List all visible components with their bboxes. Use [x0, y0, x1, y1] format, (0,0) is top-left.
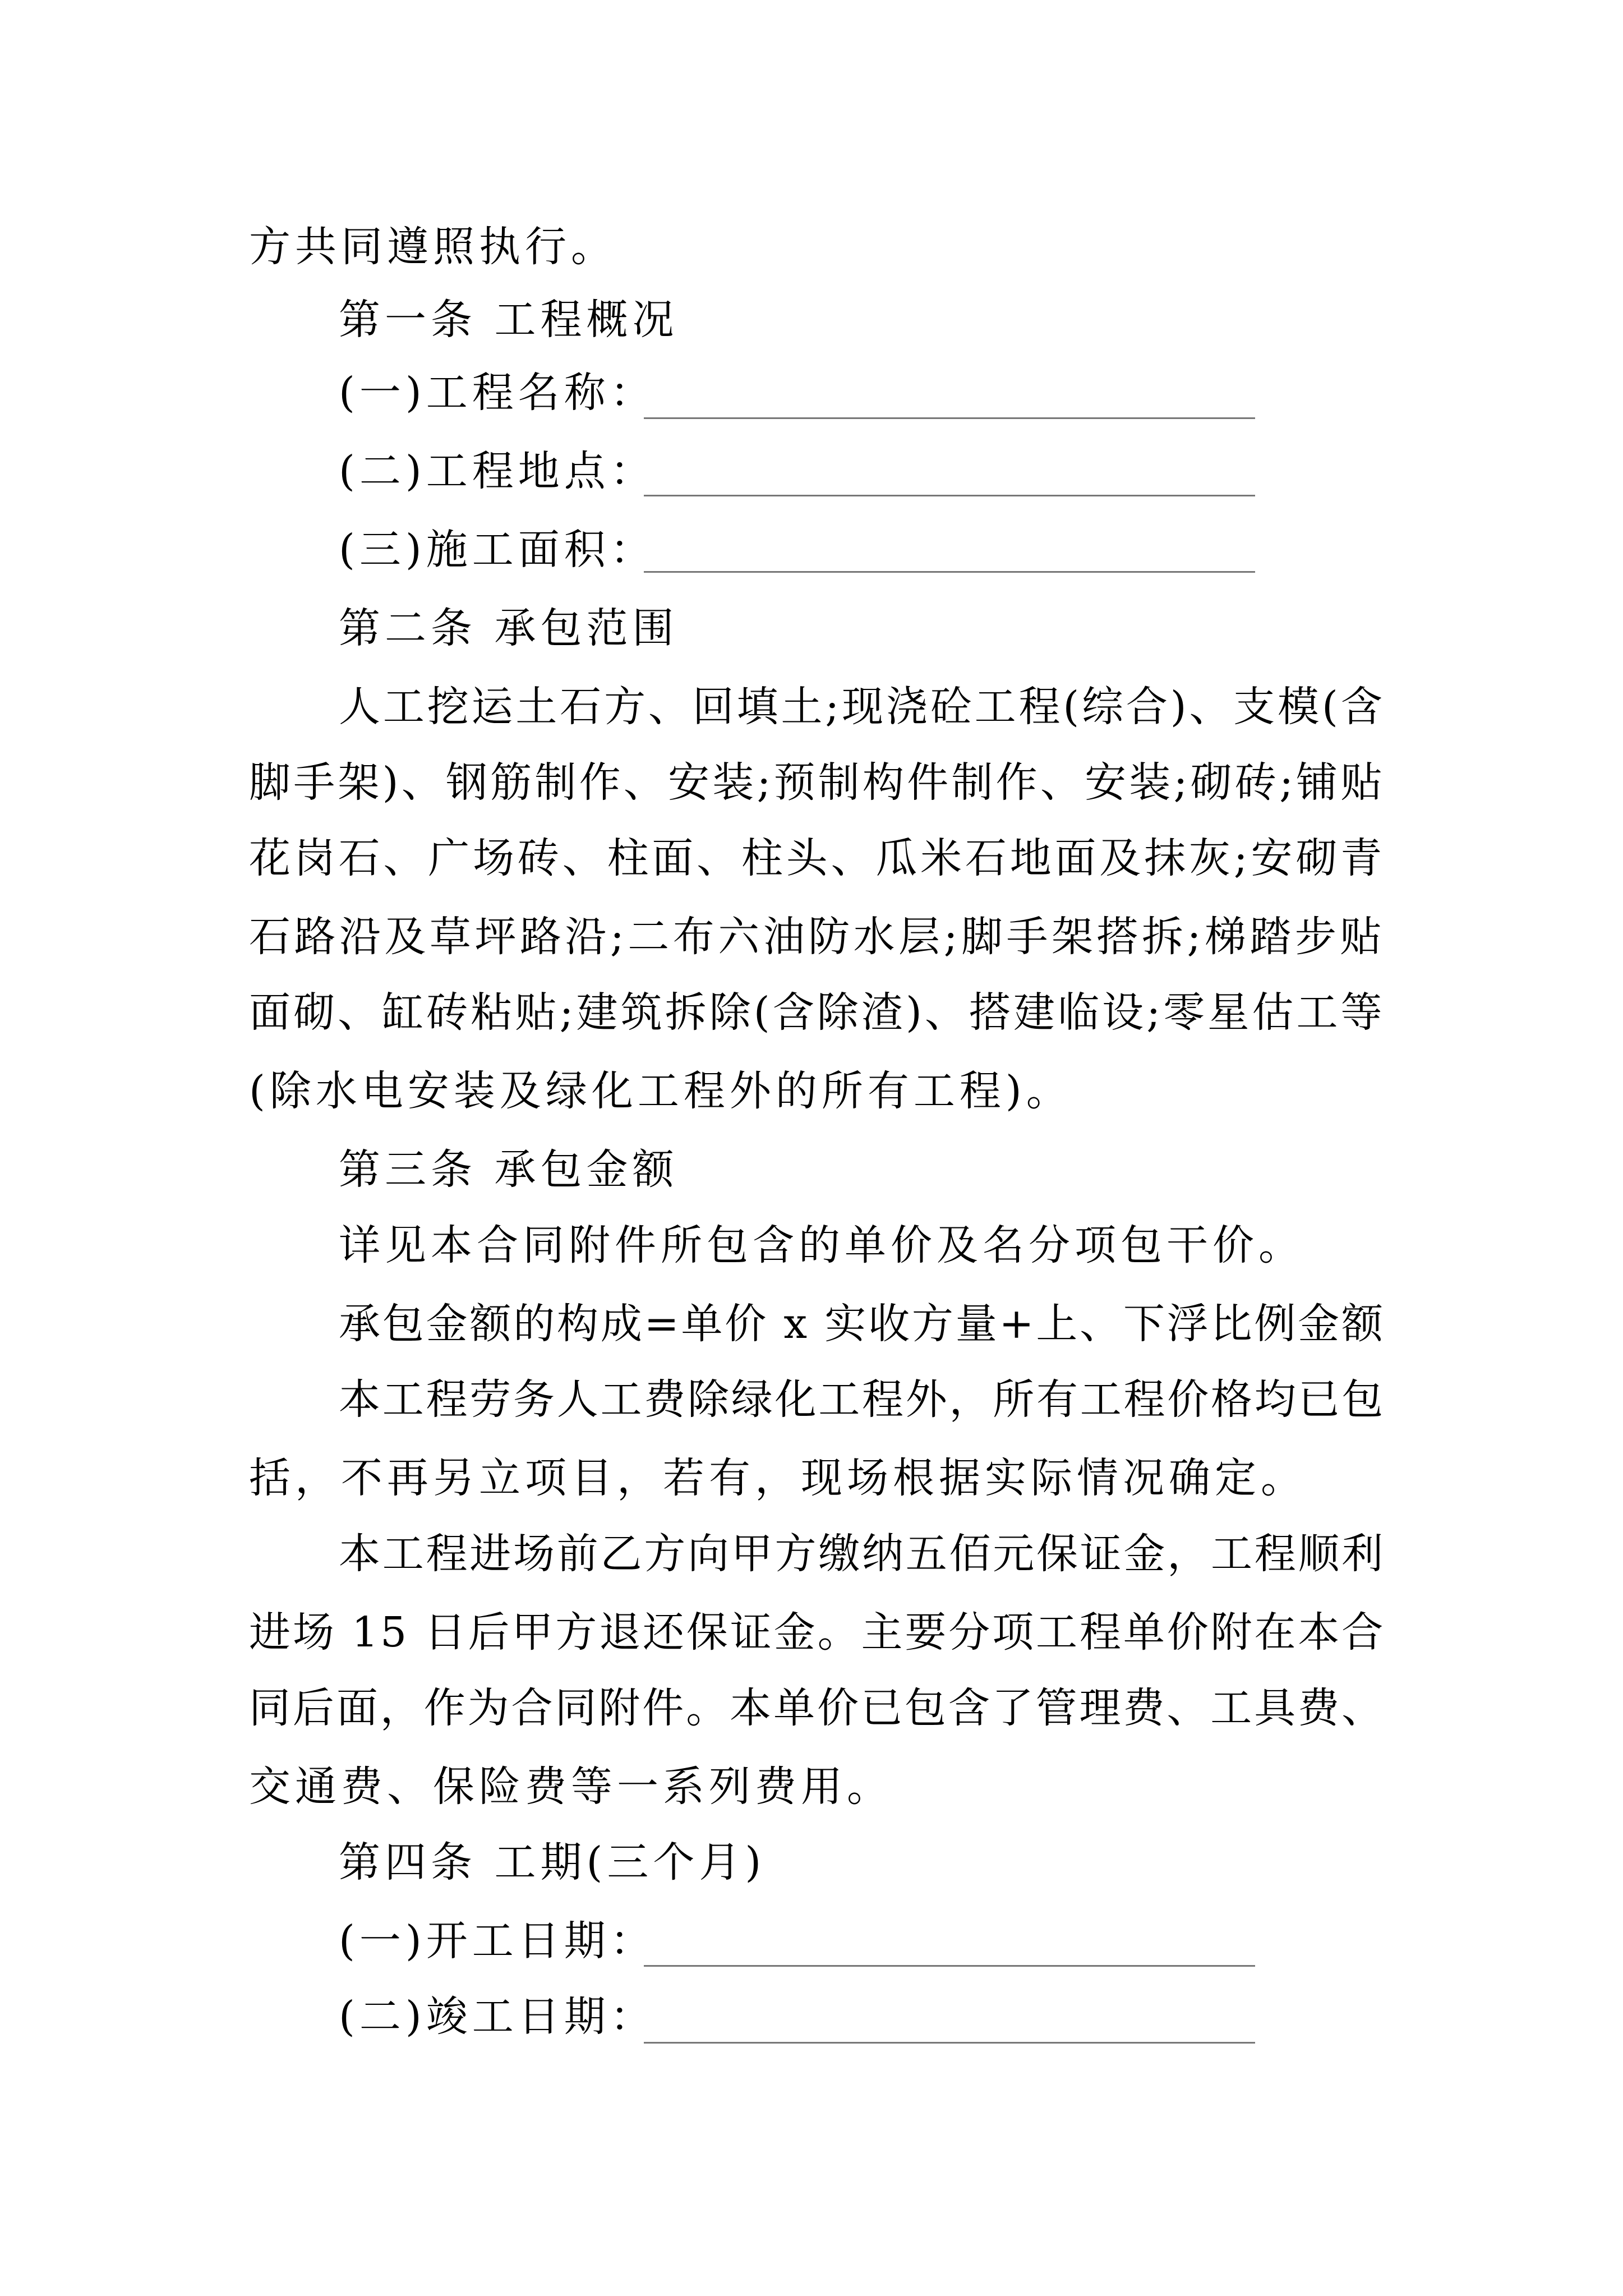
project-name-blank — [644, 417, 1255, 419]
field-label-project-name: (一)工程名称： — [339, 369, 656, 417]
article-heading: 第一条 工程概况 — [339, 296, 679, 344]
text-line: (除水电安装及绿化工程外的所有工程)。 — [249, 1067, 1072, 1115]
field-label-project-location: (二)工程地点： — [339, 447, 656, 495]
field-label-start-date: (一)开工日期： — [339, 1917, 656, 1965]
text-line: 详见本合同附件所包含的单价及名分项包干价。 — [339, 1221, 1304, 1269]
completion-date-blank — [644, 2042, 1255, 2044]
article-heading: 第四条 工期(三个月) — [339, 1838, 766, 1887]
start-date-blank — [644, 1965, 1255, 1967]
text-line: 本工程劳务人工费除绿化工程外，所有工程价格均已包 — [339, 1375, 1385, 1424]
article-heading: 第三条 承包金额 — [339, 1145, 679, 1194]
text-line: 进场 15 日后甲方退还保证金。主要分项工程单价附在本合 — [249, 1608, 1386, 1657]
project-location-blank — [644, 495, 1255, 496]
field-label-completion-date: (二)竣工日期： — [339, 1993, 656, 2041]
text-line: 人工挖运土石方、回填土;现浇砼工程(综合)、支模(含 — [339, 683, 1385, 731]
text-line: 面砌、缸砖粘贴;建筑拆除(含除渣)、搭建临设;零星估工等 — [249, 988, 1385, 1037]
text-line: 脚手架)、钢筋制作、安装;预制构件制作、安装;砌砖;铺贴 — [249, 758, 1385, 807]
text-line: 本工程进场前乙方向甲方缴纳五佰元保证金，工程顺利 — [339, 1530, 1385, 1578]
article-heading: 第二条 承包范围 — [339, 604, 679, 652]
text-line: 方共同遵照执行。 — [249, 223, 617, 271]
field-label-construction-area: (三)施工面积： — [339, 526, 656, 574]
construction-area-blank — [644, 571, 1255, 573]
text-line: 承包金额的构成=单价 x 实收方量+上、下浮比例金额 — [339, 1300, 1385, 1348]
text-line: 花岗石、广场砖、柱面、柱头、瓜米石地面及抹灰;安砌青 — [249, 834, 1385, 882]
text-line: 交通费、保险费等一系列费用。 — [249, 1763, 893, 1811]
text-line: 石路沿及草坪路沿;二布六油防水层;脚手架搭拆;梯踏步贴 — [249, 913, 1385, 961]
text-line: 括，不再另立项目，若有，现场根据实际情况确定。 — [249, 1454, 1307, 1502]
text-line: 同后面，作为合同附件。本单价已包含了管理费、工具费、 — [249, 1684, 1385, 1732]
